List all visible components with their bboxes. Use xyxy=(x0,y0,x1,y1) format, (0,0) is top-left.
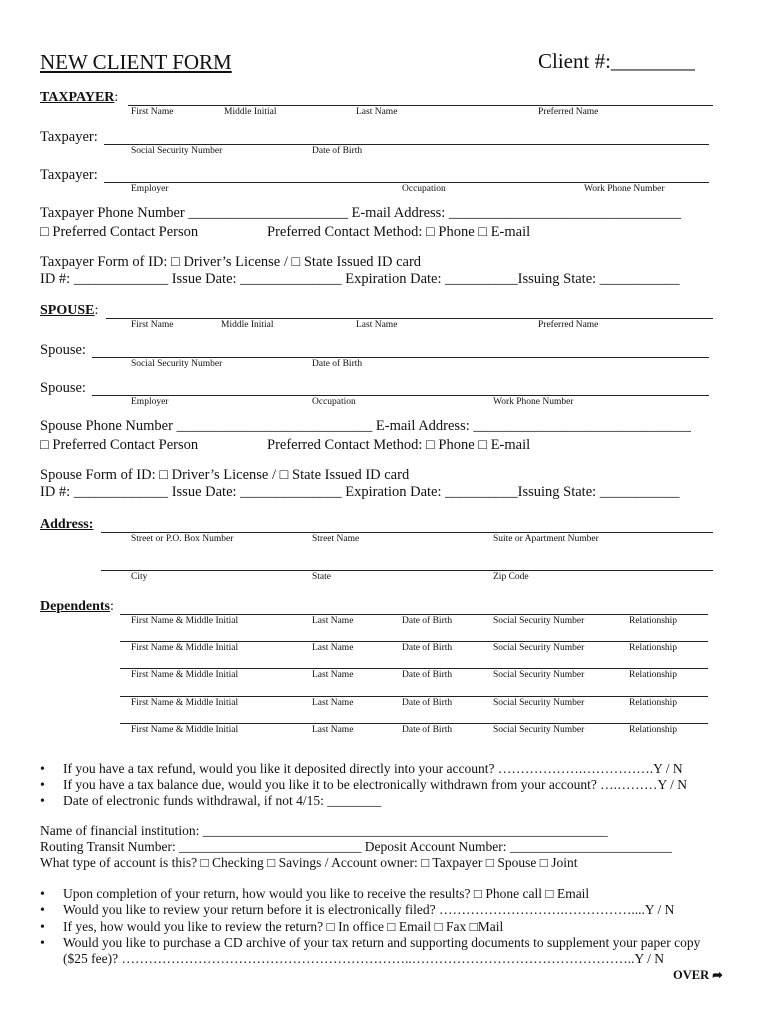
dependent-line[interactable] xyxy=(120,641,708,642)
dependent-line[interactable] xyxy=(120,723,708,724)
sub-dep-ssn: Social Security Number xyxy=(493,670,585,680)
account-type-question[interactable]: What type of account is this? □ Checking □ Savings / Account owner: □ Taxpayer □ Spouse □ Joint xyxy=(40,855,578,870)
sub-suite: Suite or Apartment Number xyxy=(493,534,599,544)
sub-city: City xyxy=(131,572,148,582)
sub-dep-dob: Date of Birth xyxy=(402,616,453,626)
spouse-label: Spouse: xyxy=(40,342,86,358)
sub-occupation: Occupation xyxy=(402,184,446,194)
spouse-phone-email-line[interactable]: Spouse Phone Number ___________________________ E-mail Address: ______________________________ xyxy=(40,418,691,434)
dependent-line[interactable] xyxy=(120,614,708,615)
spouse-label: Spouse: xyxy=(40,380,86,396)
taxpayer-contact-method[interactable]: Preferred Contact Method: □ Phone □ E-mail xyxy=(267,224,531,240)
taxpayer-name-line[interactable] xyxy=(128,105,713,106)
bullet-icon: • xyxy=(40,903,45,918)
bullet-icon: • xyxy=(40,887,45,902)
sub-first-name: First Name xyxy=(131,320,174,330)
spouse-name-line[interactable] xyxy=(106,318,713,319)
over-indicator: OVER ➦ xyxy=(673,968,723,982)
sub-dep-ssn: Social Security Number xyxy=(493,643,585,653)
sub-dep-last-name: Last Name xyxy=(312,643,354,653)
sub-ssn: Social Security Number xyxy=(131,146,223,156)
taxpayer-ssn-line[interactable] xyxy=(104,144,709,145)
address-street-line[interactable] xyxy=(101,532,713,533)
sub-middle-initial: Middle Initial xyxy=(221,320,274,330)
taxpayer-phone-email-line[interactable]: Taxpayer Phone Number ______________________ E-mail Address: ________________________________ xyxy=(40,205,681,221)
receive-results-question[interactable]: Upon completion of your return, how would you like to receive the results? □ Phone call □ Email xyxy=(63,886,590,901)
taxpayer-heading: TAXPAYER: xyxy=(40,90,119,105)
bullet-icon: • xyxy=(40,936,45,951)
withdrawal-date-question[interactable]: Date of electronic funds withdrawal, if not 4/15: ________ xyxy=(63,793,382,808)
sub-dep-dob: Date of Birth xyxy=(402,725,453,735)
sub-dep-dob: Date of Birth xyxy=(402,643,453,653)
sub-dob: Date of Birth xyxy=(312,146,363,156)
sub-work-phone: Work Phone Number xyxy=(584,184,665,194)
sub-street-number: Street or P.O. Box Number xyxy=(131,534,234,544)
sub-zip: Zip Code xyxy=(493,572,529,582)
taxpayer-employer-line[interactable] xyxy=(104,182,709,183)
address-city-line[interactable] xyxy=(101,570,713,571)
taxpayer-id-details[interactable]: ID #: _____________ Issue Date: ______________ Expiration Date: __________Issuing State: ___________ xyxy=(40,271,680,287)
page-title: NEW CLIENT FORM xyxy=(40,50,232,74)
sub-dob: Date of Birth xyxy=(312,359,363,369)
sub-dep-first-middle: First Name & Middle Initial xyxy=(131,643,239,653)
sub-state: State xyxy=(312,572,331,582)
sub-dep-last-name: Last Name xyxy=(312,725,354,735)
sub-work-phone: Work Phone Number xyxy=(493,397,574,407)
sub-occupation: Occupation xyxy=(312,397,356,407)
spouse-contact-method[interactable]: Preferred Contact Method: □ Phone □ E-mail xyxy=(267,437,531,453)
sub-dep-first-middle: First Name & Middle Initial xyxy=(131,725,239,735)
client-number-field[interactable]: Client #:________ xyxy=(538,49,695,73)
dependents-heading: Dependents: xyxy=(40,599,114,614)
spouse-ssn-line[interactable] xyxy=(92,357,709,358)
taxpayer-label: Taxpayer: xyxy=(40,129,98,145)
address-heading: Address: xyxy=(40,517,94,532)
routing-account-field[interactable]: Routing Transit Number: ___________________________ Deposit Account Number: ________________________ xyxy=(40,839,672,854)
sub-dep-last-name: Last Name xyxy=(312,698,354,708)
sub-dep-last-name: Last Name xyxy=(312,670,354,680)
sub-dep-dob: Date of Birth xyxy=(402,698,453,708)
sub-dep-relationship: Relationship xyxy=(629,643,678,653)
sub-first-name: First Name xyxy=(131,107,174,117)
sub-employer: Employer xyxy=(131,184,169,194)
taxpayer-label: Taxpayer: xyxy=(40,167,98,183)
sub-street-name: Street Name xyxy=(312,534,360,544)
dependent-line[interactable] xyxy=(120,696,708,697)
sub-dep-relationship: Relationship xyxy=(629,670,678,680)
sub-dep-ssn: Social Security Number xyxy=(493,698,585,708)
financial-institution-field[interactable]: Name of financial institution: ____________________________________________________________ xyxy=(40,823,608,838)
review-return-question[interactable]: Would you like to review your return before it is electronically filed? ……………………….……………....Y / N xyxy=(63,902,675,917)
sub-dep-relationship: Relationship xyxy=(629,698,678,708)
balance-withdraw-question[interactable]: If you have a tax balance due, would you like it to be electronically withdrawn from your account? ….………Y / N xyxy=(63,777,688,792)
dependent-line[interactable] xyxy=(120,668,708,669)
sub-dep-ssn: Social Security Number xyxy=(493,616,585,626)
cd-archive-fee-line[interactable]: ($25 fee)? ………………………………………………………..…………………………………………..Y / N xyxy=(63,951,664,966)
taxpayer-preferred-contact-person[interactable]: □ Preferred Contact Person xyxy=(40,224,199,240)
sub-dep-relationship: Relationship xyxy=(629,616,678,626)
refund-deposit-question[interactable]: If you have a tax refund, would you like it deposited directly into your account? ……………….…………….Y / N xyxy=(63,761,683,776)
bullet-icon: • xyxy=(40,762,45,777)
sub-preferred-name: Preferred Name xyxy=(538,107,599,117)
cd-archive-question[interactable]: Would you like to purchase a CD archive of your tax return and supporting documents to supplement your paper copy xyxy=(63,935,701,950)
sub-middle-initial: Middle Initial xyxy=(224,107,277,117)
spouse-preferred-contact-person[interactable]: □ Preferred Contact Person xyxy=(40,437,199,453)
sub-preferred-name: Preferred Name xyxy=(538,320,599,330)
sub-employer: Employer xyxy=(131,397,169,407)
spouse-heading: SPOUSE: xyxy=(40,303,99,318)
sub-dep-first-middle: First Name & Middle Initial xyxy=(131,670,239,680)
bullet-icon: • xyxy=(40,920,45,935)
taxpayer-form-of-id[interactable]: Taxpayer Form of ID: □ Driver’s License / □ State Issued ID card xyxy=(40,254,422,270)
sub-ssn: Social Security Number xyxy=(131,359,223,369)
sub-last-name: Last Name xyxy=(356,107,398,117)
sub-dep-first-middle: First Name & Middle Initial xyxy=(131,698,239,708)
sub-dep-relationship: Relationship xyxy=(629,725,678,735)
sub-dep-dob: Date of Birth xyxy=(402,670,453,680)
spouse-form-of-id[interactable]: Spouse Form of ID: □ Driver’s License / □ State Issued ID card xyxy=(40,467,410,483)
spouse-employer-line[interactable] xyxy=(92,395,709,396)
bullet-icon: • xyxy=(40,794,45,809)
review-method-question[interactable]: If yes, how would you like to review the return? □ In office □ Email □ Fax □Mail xyxy=(63,919,504,934)
sub-last-name: Last Name xyxy=(356,320,398,330)
sub-dep-last-name: Last Name xyxy=(312,616,354,626)
sub-dep-ssn: Social Security Number xyxy=(493,725,585,735)
sub-dep-first-middle: First Name & Middle Initial xyxy=(131,616,239,626)
bullet-icon: • xyxy=(40,778,45,793)
spouse-id-details[interactable]: ID #: _____________ Issue Date: ______________ Expiration Date: __________Issuing State: ___________ xyxy=(40,484,680,500)
